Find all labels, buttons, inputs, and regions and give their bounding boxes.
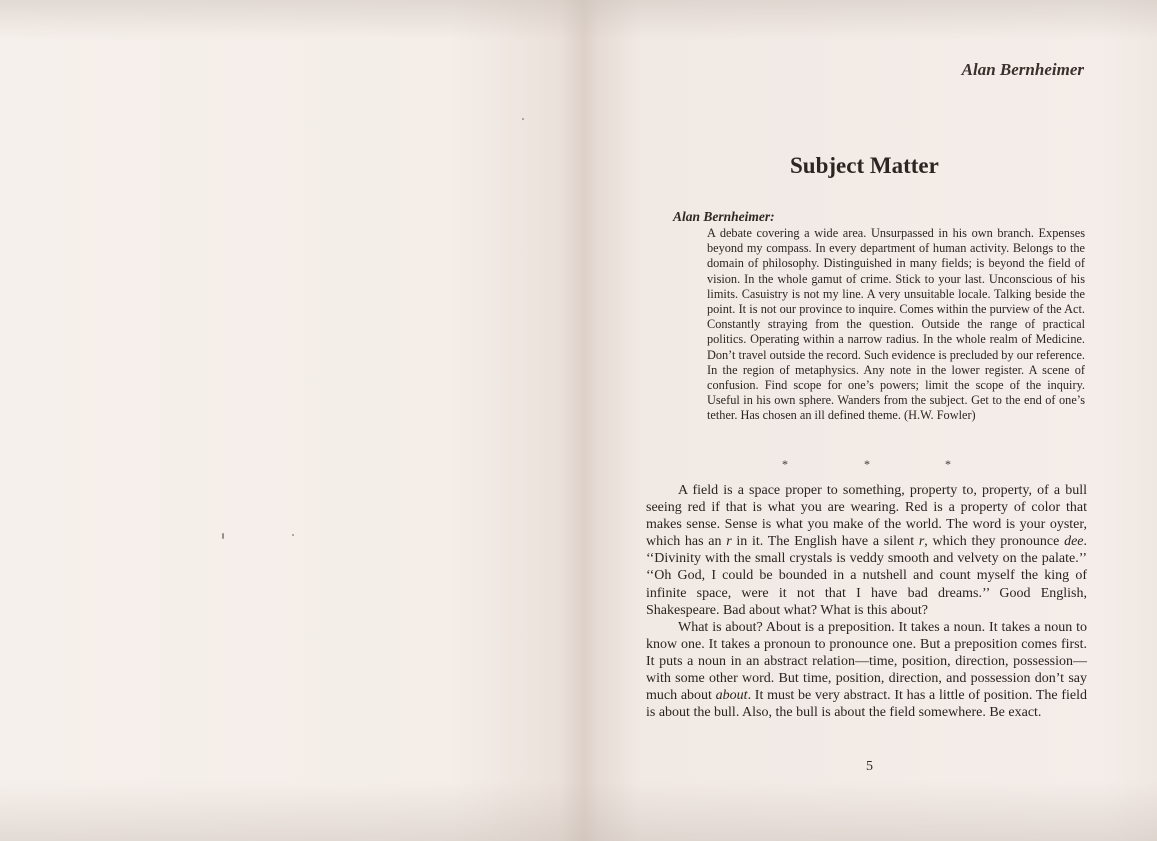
text-run: . It must be very abstract. It has a little of position. The field is about the bull. Also, the bull is about the field somewhere. Be exact. bbox=[646, 688, 1087, 721]
text-run: What is about? About is a preposition. It takes a noun. It takes a noun to know one. It takes a pronoun to pronounce one. But a preposition comes first. It puts a noun in an abstract relation—time, position, direction, possession—with some other word. But time, position, direction, and possession don’t say much about bbox=[646, 619, 1087, 704]
page-number: 5 bbox=[866, 759, 873, 774]
text-run: . ‘‘Divinity with the small crystals is veddy smooth and velvety on the palate.’’ ‘‘Oh God, I could be bounded in a nutshell and count myself the king of infinite space, were it not that I have bad dreams.’’ Good English, Shakespeare. Bad about what? What is this about? bbox=[646, 534, 1087, 618]
text-run: , which they pronounce bbox=[924, 534, 1065, 550]
text-run: in it. The English have a silent bbox=[731, 534, 919, 550]
paper-speck bbox=[292, 534, 294, 536]
body-text bbox=[646, 482, 1087, 721]
section-separator bbox=[600, 457, 1157, 471]
paragraph bbox=[646, 619, 1087, 722]
right-page bbox=[600, 0, 1157, 841]
separator-star: * bbox=[945, 457, 951, 471]
running-head: Alan Bernheimer bbox=[961, 60, 1084, 79]
paper-speck bbox=[222, 533, 224, 539]
italic-run: r bbox=[918, 534, 925, 550]
italic-run: about bbox=[715, 688, 748, 704]
page-title: Subject Matter bbox=[790, 153, 939, 178]
text-run: A field is a space proper to something, property to, property, of a bull seeing red if that is what you are wearing. Red is a property of color that makes sense. Sense is what you make of the world. The word is your oyster, which has an bbox=[646, 483, 1087, 550]
speaker-label: Alan Bernheimer: bbox=[673, 209, 775, 224]
paper-speck bbox=[522, 118, 524, 120]
separator-star: * bbox=[782, 457, 788, 471]
quote-block: A debate covering a wide area. Unsurpassed in his own branch. Expenses beyond my compass. In every department of human activity. Belongs to the domain of philosophy. Distinguished in many fields; is beyond the field of vision. In the whole gamut of crime. Stick to your last. Unconscious of his limits. Casuistry is not my line. A very unsuitable locale. Talking beside the point. It is not our province to inquire. Comes within the purview of the Act. Constantly straying from the question. Outside the range of practical politics. Operating within a narrow radius. In the whole realm of Medicine. Don’t travel outside the record. Such evidence is precluded by our reference. In the region of metaphysics. Any note in the lower register. A scene of confusion. Find scope for one’s powers; limit the scope of the inquiry. Useful in his own sphere. Wanders from the subject. Get to the end of one’s tether. Has chosen an ill defined theme. (H.W. Fowler) bbox=[707, 226, 1085, 423]
italic-run: dee bbox=[1064, 534, 1084, 550]
italic-run: r bbox=[726, 534, 732, 550]
separator-star: * bbox=[864, 457, 870, 471]
paragraph bbox=[646, 482, 1087, 619]
